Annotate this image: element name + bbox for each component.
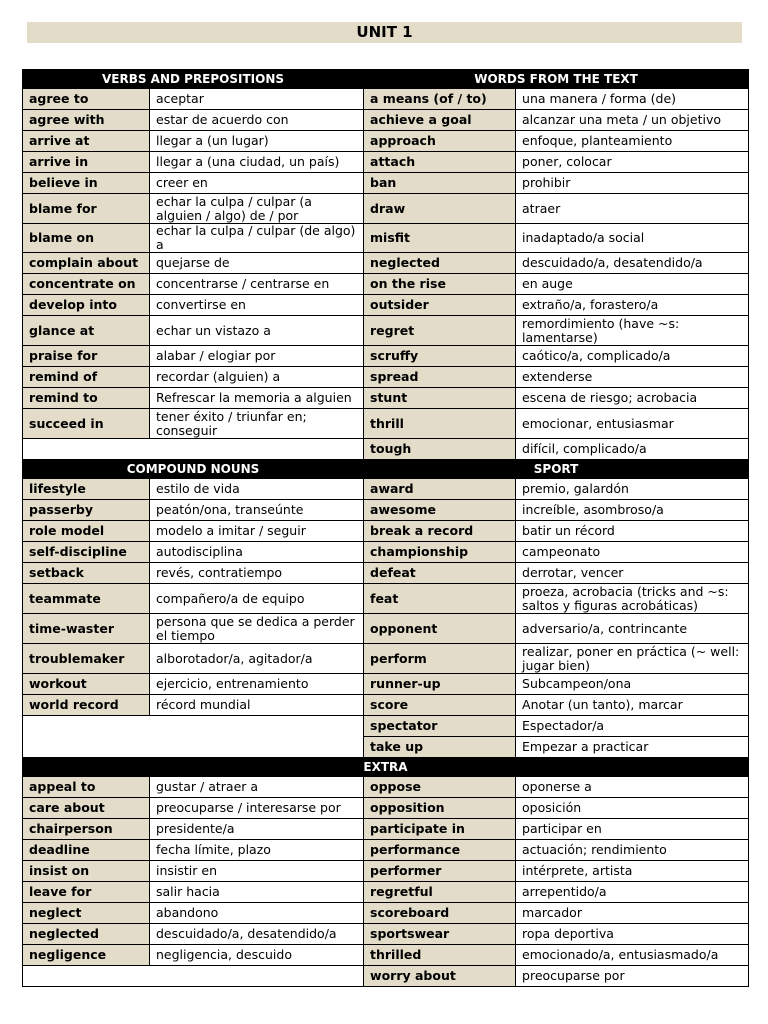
table-row (23, 479, 749, 500)
spanish-translation: concentrarse / centrarse en (150, 274, 364, 295)
spanish-translation: modelo a imitar / seguir (150, 521, 364, 542)
english-term: sportswear (364, 924, 516, 945)
spanish-translation: alcanzar una meta / un objetivo (516, 110, 749, 131)
english-term: worry about (364, 966, 516, 987)
english-term: defeat (364, 563, 516, 584)
spanish-translation: en auge (516, 274, 749, 295)
english-term: leave for (23, 882, 150, 903)
english-term: regretful (364, 882, 516, 903)
table-row (23, 777, 749, 798)
english-term: outsider (364, 295, 516, 316)
english-term: insist on (23, 861, 150, 882)
spanish-translation: marcador (516, 903, 749, 924)
english-term: self-discipline (23, 542, 150, 563)
spanish-translation: extenderse (516, 367, 749, 388)
spanish-translation: difícil, complicado/a (516, 439, 749, 460)
english-term: spectator (364, 716, 516, 737)
spanish-translation: preocuparse por (516, 966, 749, 987)
spanish-translation: insistir en (150, 861, 364, 882)
english-term: draw (364, 194, 516, 224)
english-term: thrilled (364, 945, 516, 966)
table-row (23, 152, 749, 173)
spanish-translation: Anotar (un tanto), marcar (516, 695, 749, 716)
spanish-translation: batir un récord (516, 521, 749, 542)
spanish-translation: prohibir (516, 173, 749, 194)
english-term: believe in (23, 173, 150, 194)
vocabulary-table (22, 69, 749, 987)
spanish-translation: Empezar a practicar (516, 737, 749, 758)
english-term: on the rise (364, 274, 516, 295)
table-row (23, 819, 749, 840)
spanish-translation: enfoque, planteamiento (516, 131, 749, 152)
table-row (23, 274, 749, 295)
english-term: time-waster (23, 614, 150, 644)
section-header-right: WORDS FROM THE TEXT (364, 70, 749, 89)
spanish-translation: inadaptado/a social (516, 224, 749, 253)
english-term: arrive at (23, 131, 150, 152)
table-row (23, 194, 749, 224)
english-term: championship (364, 542, 516, 563)
spanish-translation: estar de acuerdo con (150, 110, 364, 131)
english-term: workout (23, 674, 150, 695)
english-term: scoreboard (364, 903, 516, 924)
spanish-translation: emocionar, entusiasmar (516, 409, 749, 439)
english-term: participate in (364, 819, 516, 840)
spanish-translation: derrotar, vencer (516, 563, 749, 584)
english-term: tough (364, 439, 516, 460)
english-term: stunt (364, 388, 516, 409)
table-row (23, 367, 749, 388)
english-term: negligence (23, 945, 150, 966)
table-row (23, 882, 749, 903)
spanish-translation: echar la culpa / culpar (a alguien / algo) de / por (150, 194, 364, 224)
english-term: remind of (23, 367, 150, 388)
spanish-translation: tener éxito / triunfar en; conseguir (150, 409, 364, 439)
table-row (23, 500, 749, 521)
table-row (23, 563, 749, 584)
english-term: neglected (23, 924, 150, 945)
english-term: opposition (364, 798, 516, 819)
spanish-translation: escena de riesgo; acrobacia (516, 388, 749, 409)
table-row (23, 903, 749, 924)
spanish-translation: campeonato (516, 542, 749, 563)
english-term: praise for (23, 346, 150, 367)
english-term: concentrate on (23, 274, 150, 295)
spanish-translation: fecha límite, plazo (150, 840, 364, 861)
english-term: complain about (23, 253, 150, 274)
table-row (23, 388, 749, 409)
table-row (23, 861, 749, 882)
spanish-translation: participar en (516, 819, 749, 840)
spanish-translation: compañero/a de equipo (150, 584, 364, 614)
english-term: setback (23, 563, 150, 584)
table-row (23, 716, 749, 737)
spanish-translation: abandono (150, 903, 364, 924)
english-term: regret (364, 316, 516, 346)
section-header-left: VERBS AND PREPOSITIONS (23, 70, 364, 89)
table-row (23, 840, 749, 861)
table-row (23, 173, 749, 194)
english-term: deadline (23, 840, 150, 861)
english-term: neglected (364, 253, 516, 274)
table-row (23, 924, 749, 945)
english-term: feat (364, 584, 516, 614)
empty-cell (23, 439, 364, 460)
section-header-row (23, 758, 749, 777)
spanish-translation: echar la culpa / culpar (de algo) a (150, 224, 364, 253)
spanish-translation: arrepentido/a (516, 882, 749, 903)
english-term: approach (364, 131, 516, 152)
table-row (23, 644, 749, 674)
english-term: spread (364, 367, 516, 388)
spanish-translation: descuidado/a, desatendido/a (150, 924, 364, 945)
spanish-translation: llegar a (un lugar) (150, 131, 364, 152)
spanish-translation: atraer (516, 194, 749, 224)
spanish-translation: Espectador/a (516, 716, 749, 737)
spanish-translation: poner, colocar (516, 152, 749, 173)
english-term: achieve a goal (364, 110, 516, 131)
english-term: troublemaker (23, 644, 150, 674)
table-row (23, 674, 749, 695)
section-header: EXTRA (23, 758, 749, 777)
spanish-translation: oponerse a (516, 777, 749, 798)
empty-cell (23, 966, 364, 987)
table-row (23, 584, 749, 614)
spanish-translation: proeza, acrobacia (tricks and ~s: saltos y figuras acrobáticas) (516, 584, 749, 614)
english-term: blame on (23, 224, 150, 253)
table-row (23, 614, 749, 644)
english-term: chairperson (23, 819, 150, 840)
english-term: runner-up (364, 674, 516, 695)
english-term: oppose (364, 777, 516, 798)
table-row (23, 521, 749, 542)
table-row (23, 945, 749, 966)
table-row (23, 966, 749, 987)
spanish-translation: récord mundial (150, 695, 364, 716)
section-header-row (23, 70, 749, 89)
spanish-translation: caótico/a, complicado/a (516, 346, 749, 367)
spanish-translation: negligencia, descuido (150, 945, 364, 966)
english-term: a means (of / to) (364, 89, 516, 110)
table-row (23, 542, 749, 563)
english-term: ban (364, 173, 516, 194)
table-row (23, 798, 749, 819)
spanish-translation: quejarse de (150, 253, 364, 274)
spanish-translation: descuidado/a, desatendido/a (516, 253, 749, 274)
english-term: opponent (364, 614, 516, 644)
english-term: passerby (23, 500, 150, 521)
english-term: lifestyle (23, 479, 150, 500)
spanish-translation: alabar / elogiar por (150, 346, 364, 367)
english-term: world record (23, 695, 150, 716)
spanish-translation: ropa deportiva (516, 924, 749, 945)
english-term: care about (23, 798, 150, 819)
spanish-translation: recordar (alguien) a (150, 367, 364, 388)
table-row (23, 131, 749, 152)
table-row (23, 224, 749, 253)
english-term: performer (364, 861, 516, 882)
english-term: award (364, 479, 516, 500)
english-term: awesome (364, 500, 516, 521)
spanish-translation: emocionado/a, entusiasmado/a (516, 945, 749, 966)
spanish-translation: actuación; rendimiento (516, 840, 749, 861)
spanish-translation: premio, galardón (516, 479, 749, 500)
spanish-translation: una manera / forma (de) (516, 89, 749, 110)
section-header-row (23, 460, 749, 479)
table-row (23, 439, 749, 460)
english-term: remind to (23, 388, 150, 409)
english-term: appeal to (23, 777, 150, 798)
english-term: glance at (23, 316, 150, 346)
english-term: misfit (364, 224, 516, 253)
spanish-translation: realizar, poner en práctica (~ well: jugar bien) (516, 644, 749, 674)
table-row (23, 695, 749, 716)
spanish-translation: echar un vistazo a (150, 316, 364, 346)
table-row (23, 89, 749, 110)
english-term: teammate (23, 584, 150, 614)
spanish-translation: Refrescar la memoria a alguien (150, 388, 364, 409)
english-term: succeed in (23, 409, 150, 439)
spanish-translation: extraño/a, forastero/a (516, 295, 749, 316)
spanish-translation: estilo de vida (150, 479, 364, 500)
english-term: develop into (23, 295, 150, 316)
english-term: take up (364, 737, 516, 758)
english-term: thrill (364, 409, 516, 439)
english-term: attach (364, 152, 516, 173)
spanish-translation: increíble, asombroso/a (516, 500, 749, 521)
spanish-translation: Subcampeon/ona (516, 674, 749, 695)
spanish-translation: revés, contratiempo (150, 563, 364, 584)
table-row (23, 253, 749, 274)
section-header-left: COMPOUND NOUNS (23, 460, 364, 479)
english-term: agree to (23, 89, 150, 110)
english-term: role model (23, 521, 150, 542)
spanish-translation: autodisciplina (150, 542, 364, 563)
spanish-translation: preocuparse / interesarse por (150, 798, 364, 819)
section-header-right: SPORT (364, 460, 749, 479)
page-title: UNIT 1 (27, 22, 742, 43)
english-term: agree with (23, 110, 150, 131)
english-term: scruffy (364, 346, 516, 367)
spanish-translation: intérprete, artista (516, 861, 749, 882)
english-term: score (364, 695, 516, 716)
spanish-translation: aceptar (150, 89, 364, 110)
spanish-translation: llegar a (una ciudad, un país) (150, 152, 364, 173)
spanish-translation: persona que se dedica a perder el tiempo (150, 614, 364, 644)
spanish-translation: adversario/a, contrincante (516, 614, 749, 644)
spanish-translation: oposición (516, 798, 749, 819)
english-term: performance (364, 840, 516, 861)
english-term: break a record (364, 521, 516, 542)
english-term: neglect (23, 903, 150, 924)
empty-cell (23, 716, 364, 758)
spanish-translation: presidente/a (150, 819, 364, 840)
table-row (23, 295, 749, 316)
table-row (23, 346, 749, 367)
table-row (23, 316, 749, 346)
english-term: blame for (23, 194, 150, 224)
spanish-translation: convertirse en (150, 295, 364, 316)
table-row (23, 110, 749, 131)
spanish-translation: salir hacia (150, 882, 364, 903)
spanish-translation: ejercicio, entrenamiento (150, 674, 364, 695)
spanish-translation: remordimiento (have ~s: lamentarse) (516, 316, 749, 346)
spanish-translation: creer en (150, 173, 364, 194)
spanish-translation: peatón/ona, transeúnte (150, 500, 364, 521)
english-term: arrive in (23, 152, 150, 173)
table-row (23, 409, 749, 439)
spanish-translation: gustar / atraer a (150, 777, 364, 798)
english-term: perform (364, 644, 516, 674)
spanish-translation: alborotador/a, agitador/a (150, 644, 364, 674)
